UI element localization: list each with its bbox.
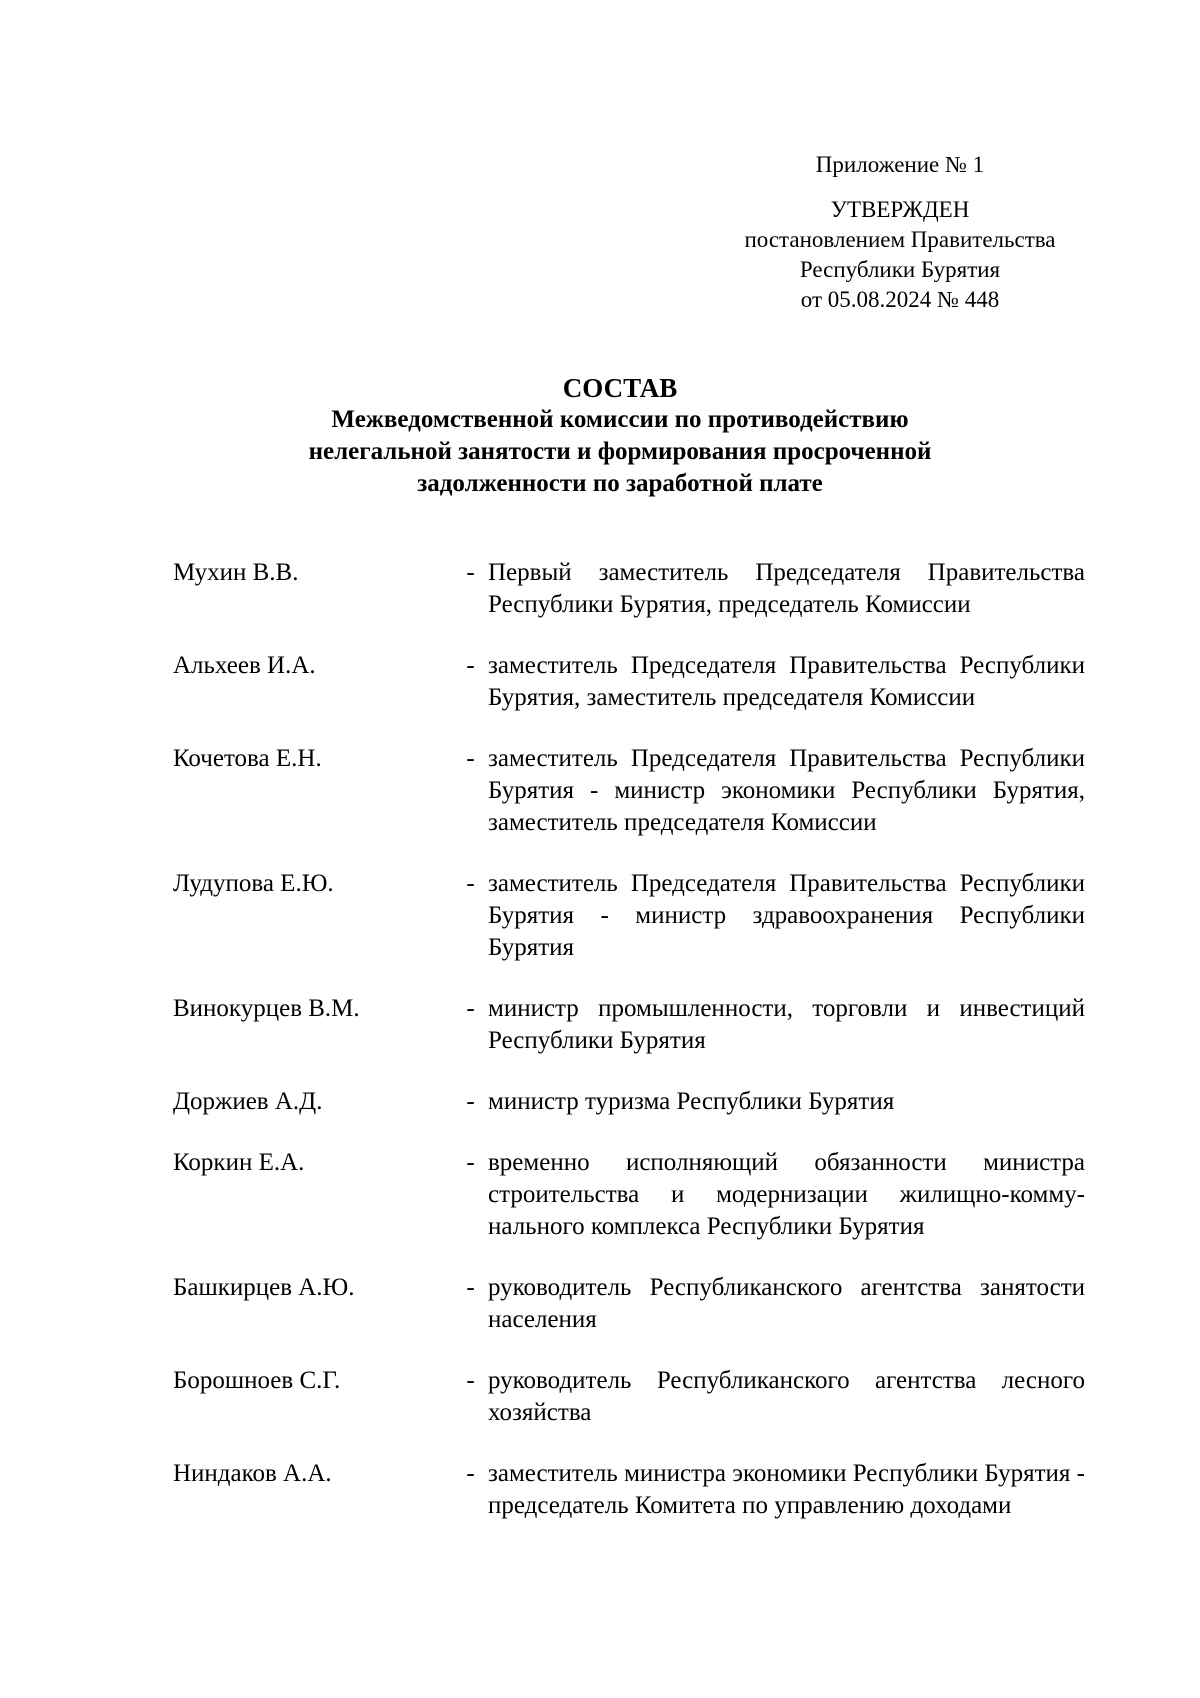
- member-dash: -: [466, 745, 475, 772]
- document-heading: [150, 372, 1090, 500]
- member-position: временно исполняющий обязанности министра строительства и модернизации жилищно-коммунального комплекса Республики Бурятия: [488, 1149, 1085, 1240]
- member-dash: -: [466, 1367, 475, 1394]
- member-name: Ниндаков А.А.: [173, 1460, 332, 1487]
- member-row: [173, 1458, 1085, 1522]
- member-position: заместитель Председателя Правительства Республики Бурятия - министр экономики Республики Бурятия, заместитель председателя Комиссии: [488, 745, 1085, 836]
- member-dash: -: [466, 1274, 475, 1301]
- heading-line-2: нелегальной занятости и формирования просроченной: [308, 438, 932, 465]
- members-list: [173, 557, 1085, 1551]
- member-dash: -: [466, 1460, 475, 1487]
- member-position: заместитель министра экономики Республики Бурятия - председатель Комитета по управлению доходами: [488, 1460, 1085, 1519]
- member-name: Винокурцев В.М.: [173, 995, 360, 1022]
- heading-title: СОСТАВ: [562, 373, 678, 403]
- member-row: [173, 1272, 1085, 1336]
- member-row: [173, 1147, 1085, 1243]
- member-dash: -: [466, 559, 475, 586]
- member-position: заместитель Председателя Правительства Республики Бурятия, заместитель председателя Комиссии: [488, 652, 1085, 711]
- member-position: заместитель Председателя Правительства Республики Бурятия - министр здравоохранения Республики Бурятия: [488, 870, 1085, 961]
- member-dash: -: [466, 1088, 475, 1115]
- member-position: руководитель Республиканского агентства лесного хозяйства: [488, 1367, 1085, 1426]
- member-dash: -: [466, 652, 475, 679]
- member-name: Мухин В.В.: [173, 559, 299, 586]
- member-row: [173, 1086, 1085, 1118]
- member-row: [173, 868, 1085, 964]
- member-row: [173, 1365, 1085, 1429]
- approval-resolution-line: постановлением Правительства: [744, 227, 1056, 252]
- approval-republic-line: Республики Бурятия: [799, 257, 1001, 282]
- member-dash: -: [466, 995, 475, 1022]
- member-row: [173, 557, 1085, 621]
- appendix-number: Приложение № 1: [815, 152, 985, 177]
- member-dash: -: [466, 870, 475, 897]
- approved-stamp-text: УТВЕРЖДЕН: [830, 197, 970, 222]
- member-dash: -: [466, 1149, 475, 1176]
- member-row: [173, 650, 1085, 714]
- member-position: руководитель Республиканского агентства занятости населения: [488, 1274, 1085, 1333]
- member-name: Башкирцев А.Ю.: [173, 1274, 355, 1301]
- heading-line-3: задолженности по заработной плате: [417, 470, 823, 497]
- member-row: [173, 743, 1085, 839]
- member-name: Лудупова Е.Ю.: [173, 870, 334, 897]
- member-position: министр туризма Республики Бурятия: [488, 1088, 895, 1115]
- member-position: Первый заместитель Председателя Правительства Республики Бурятия, председатель Комиссии: [488, 559, 1085, 618]
- member-name: Доржиев А.Д.: [173, 1088, 323, 1115]
- heading-line-1: Межведомственной комиссии по противодействию: [331, 406, 909, 433]
- member-name: Коркин Е.А.: [173, 1149, 305, 1176]
- member-name: Альхеев И.А.: [173, 652, 316, 679]
- approval-block: [700, 150, 1100, 315]
- member-name: Кочетова Е.Н.: [173, 745, 322, 772]
- member-name: Борошноев С.Г.: [173, 1367, 341, 1394]
- member-row: [173, 993, 1085, 1057]
- member-position: министр промышленности, торговли и инвестиций Республики Бурятия: [488, 995, 1085, 1054]
- approval-date-number: от 05.08.2024 № 448: [800, 287, 1000, 312]
